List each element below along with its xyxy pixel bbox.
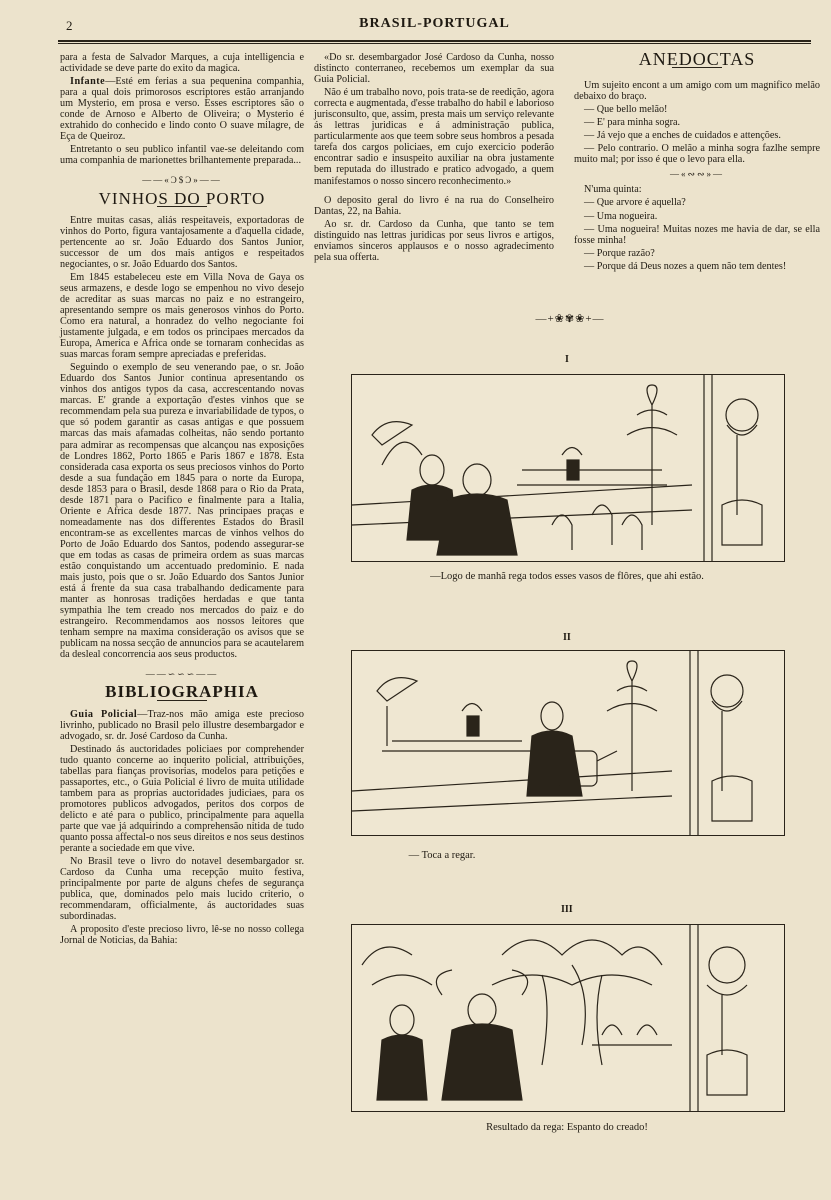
thanks-paragraph: Ao sr. dr. Cardoso da Cunha, que tanto se tem distinguido nas lettras juridicas por seus livros e artigos, enviamos sinceros applausos e o nosso agradecimento pela sua offerta. <box>314 218 554 263</box>
biblio-heading: BIBLIOGRAPHIA <box>105 682 259 702</box>
quote-paragraph-1: «Do sr. desembargador José Cardoso da Cunha, nosso distincto conterraneo, recebemos um exemplar da sua Guia Policial. <box>314 52 554 86</box>
guia-lead: Guia Policial <box>70 708 138 720</box>
guia-paragraph-2: Destinado ás auctoridades policiaes por comprehender tudo quanto concerne ao inquerito policial, attribuições, tabellas para fianças provisorias, modelos para petições e passaportes, etc., o Guia Policial é livro de muita utilidade tambem para as proprias auctoridades judiciaes, para os promotores publicos advogados, peritos dos corpos de delicto e até para o publico, principalmente para aquella parte que vae já adquirindo a comprehensão nitida de tudo quanto possa affectal-o nos seus direitos e nos seus destinos perante a sociedade em que vive. <box>60 743 304 855</box>
infante-paragraph-2: Entretanto o seu publico infantil vae-se deleitando com uma companhia de marionettes brilhantemente preparada... <box>60 144 304 167</box>
ornament-divider-2: ——∽∽∽—— <box>145 669 219 680</box>
vinhos-paragraph-1: Entre muitas casas, aliás respeitaveis, exportadoras de vinhos do Porto, figura vantajosamente a d'aquella cidade, pertencente ao sr. João Eduardo dos Santos Junior, successor de um dos mais antigos e respeitados negociantes, o sr. João Eduardo dos Santos. <box>60 214 304 270</box>
guia-paragraph-3: No Brasil teve o livro do notavel desembargador sr. Cardoso da Cunha uma recepção muito festiva, principalmente por parte de alguns chefes de segurança publica, que, dominados pelo mais lucido criterio, o recommendaram, officialmente, ás auctoridades suas subordinadas. <box>60 856 304 923</box>
panel-3-number: III <box>561 904 573 915</box>
anecdote-2-line-5: — Porque razão? <box>584 247 655 259</box>
anecdote-2-line-3: — Uma nogueira. <box>584 210 658 222</box>
guia-paragraph-4: A proposito d'este precioso livro, lê-se no nosso collega Jornal de Noticias, da Bahia: <box>60 924 304 947</box>
masthead-title: BRASIL-PORTUGAL <box>359 16 510 31</box>
panel-1-number: I <box>565 354 569 365</box>
header-rule-thin <box>58 43 811 44</box>
cartoon-panel-3 <box>351 924 785 1112</box>
vinhos-paragraph-3: Seguindo o exemplo de seu venerando pae, o sr. João Eduardo dos Santos Junior continua apresentando os vinhos dos antigos typos da casa, accrescentando novas marcas. E' grande a exportação d'estes vinhos que se recommendam pela sua pureza e invariabilidade de typos, o que só podem garantir as casas antigas e que possuem marcas das mais afamadas colheitas, não sendo portanto para admirar as recompensas que alcançou nas exposições de Londres 1862, Porto 1865 e Paris 1867 e 1878. Esta considerada casa exporta os seus preciosos vinhos do Porto desde a sua fundação em 1845 para o norte da Europa, desde 1853 para o Brasil, desde 1868 para o Rio da Prata, desde 1871 para o Pacifico e finalmente para a Italia, Oriente e Africa desde 1877. Nas principaes praças e nomeadamente nas dos differentes Estados do Brasil encontram-se as excellentes marcas de vinhos velhos do Porto de João Eduardo dos Santos, podendo assegurar-se que em todas as casas de primeira ordem as suas marcas estão conquistando um accentuado predominio. E nada mais justo, pois que o sr. João Eduardo dos Santos Junior está á frente da sua casa trabalhando dedicamente para manter as honrosas tradições herdadas e que tanta sympathia lhe tem creado nos mercados do paiz e do estrangeiro. Recommendamos aos nossos leitores que tenham sempre na maxima consideração os avisos que se publicam na nossa secção de annuncios para se acautelarem da desleal concorrencia aos seus productos. <box>60 362 304 661</box>
quote-paragraph-2: Não é um trabalho novo, pois trata-se de reedição, agora correcta e augmentada, d'esse trabalho do habil e laborioso jurisconsulto, que, assim, presta mais um serviço relevante ás lettras juridicas e á administração publica, particularmente aos que teem sobre seus hombros a pesada tarefa dos cargos policiaes, em cujo exercicio poderão encontrar sadio e insuspeito auxiliar na obra justamente bem reputada do illustrado e pratico advogado, a quem manifestamos o nosso sincero reconhecimento.» <box>314 87 554 187</box>
column-1 <box>60 52 304 949</box>
page-header <box>58 16 811 40</box>
ornament-divider: ——«Ɔ$Ɔ»—— <box>142 175 222 186</box>
anecdote-1-line-2: — Que bello melão! <box>584 104 668 116</box>
infante-lead: Infante <box>70 76 106 88</box>
cartoon-ornament: —+❀✾❀+— <box>535 313 605 325</box>
anecdote-2-line-4: — Uma nogueira! Muitas nozes me havia de dar, se ella fosse minha! <box>574 223 820 246</box>
ornament-divider-3: —«∾∾»— <box>669 169 725 180</box>
panel-3-caption: Resultado da rega: Espanto do creado! <box>486 1122 648 1133</box>
anecdote-1-line-3: — E' para minha sogra. <box>584 117 681 129</box>
panel-3-illustration <box>352 925 784 1111</box>
cartoon-panel-2 <box>351 650 785 836</box>
cartoon-panel-1 <box>351 374 785 562</box>
infante-paragraph <box>60 76 304 142</box>
panel-1-caption: —Logo de manhã rega todos esses vasos de flôres, que ahi estão. <box>430 571 704 582</box>
anecdote-2-line-1: N'uma quinta: <box>584 184 642 196</box>
panel-2-number: II <box>563 632 571 643</box>
panel-1-illustration <box>352 375 784 561</box>
panel-2-illustration <box>352 651 784 835</box>
infante-text: —Esté em ferias a sua pequenina companhia, para a qual dois primorosos escriptores estão arranjando um Mysterio, em prosa e verso. Esses escriptores são o conde de Arnoso e Alberto de Oliveira; o Mysterio é extrahido do conhecido e lindo conto O suave milagre, de Eça de Queiroz. <box>60 76 304 143</box>
page-number: 2 <box>66 18 73 33</box>
anecdote-1-line-1: Um sujeito encont a um amigo com um magnifico melão debaixo do braço. <box>574 80 820 103</box>
deposit-paragraph: O deposito geral do livro é na rua do Conselheiro Dantas, 22, na Bahia. <box>314 194 554 217</box>
guia-paragraph-1 <box>60 709 304 742</box>
anecdote-2-line-2: — Que arvore é aquella? <box>584 197 686 209</box>
anedoctas-heading: ANEDOCTAS <box>638 49 756 69</box>
anecdote-1-line-4: — Já vejo que a enches de cuidados e attenções. <box>584 130 781 142</box>
guia-text: —Traz-nos mão amiga este precioso livrinho, publicado no Brasil pelo illustre desembargador e advogado, sr. dr. José Cardoso da Cunha. <box>60 708 304 742</box>
column-2 <box>314 52 554 265</box>
vinhos-heading: VINHOS DO PORTO <box>98 188 266 208</box>
header-rule <box>58 40 811 42</box>
anecdote-1-line-5: — Pelo contrario. O melão a minha sogra fazlhe sempre muito mal; por isso é que o levo para ella. <box>574 143 820 166</box>
column-3 <box>574 49 820 274</box>
panel-2-caption: — Toca a regar. <box>408 850 476 861</box>
anecdote-2-line-6: — Porque dá Deus nozes a quem não tem dentes! <box>584 260 787 272</box>
intro-paragraph: para a festa de Salvador Marques, a cuja intelligencia e actividade se deve parte do exito da magica. <box>60 52 304 75</box>
vinhos-paragraph-2: Em 1845 estabeleceu este em Villa Nova de Gaya os seus armazens, e desde logo se empenhou no vivo desejo de acreditar as suas marcas no paiz e no estrangeiro, apresentando sempre os mais generosos vinhos do Porto. Como era natural, a honradez do velho negociante foi justamente julgada, e em todos os principaes mercados da Europa, America e Africa onde se tornaram conhecidas as suas marcas foram sempre apreciadas e preferidas. <box>60 271 304 361</box>
